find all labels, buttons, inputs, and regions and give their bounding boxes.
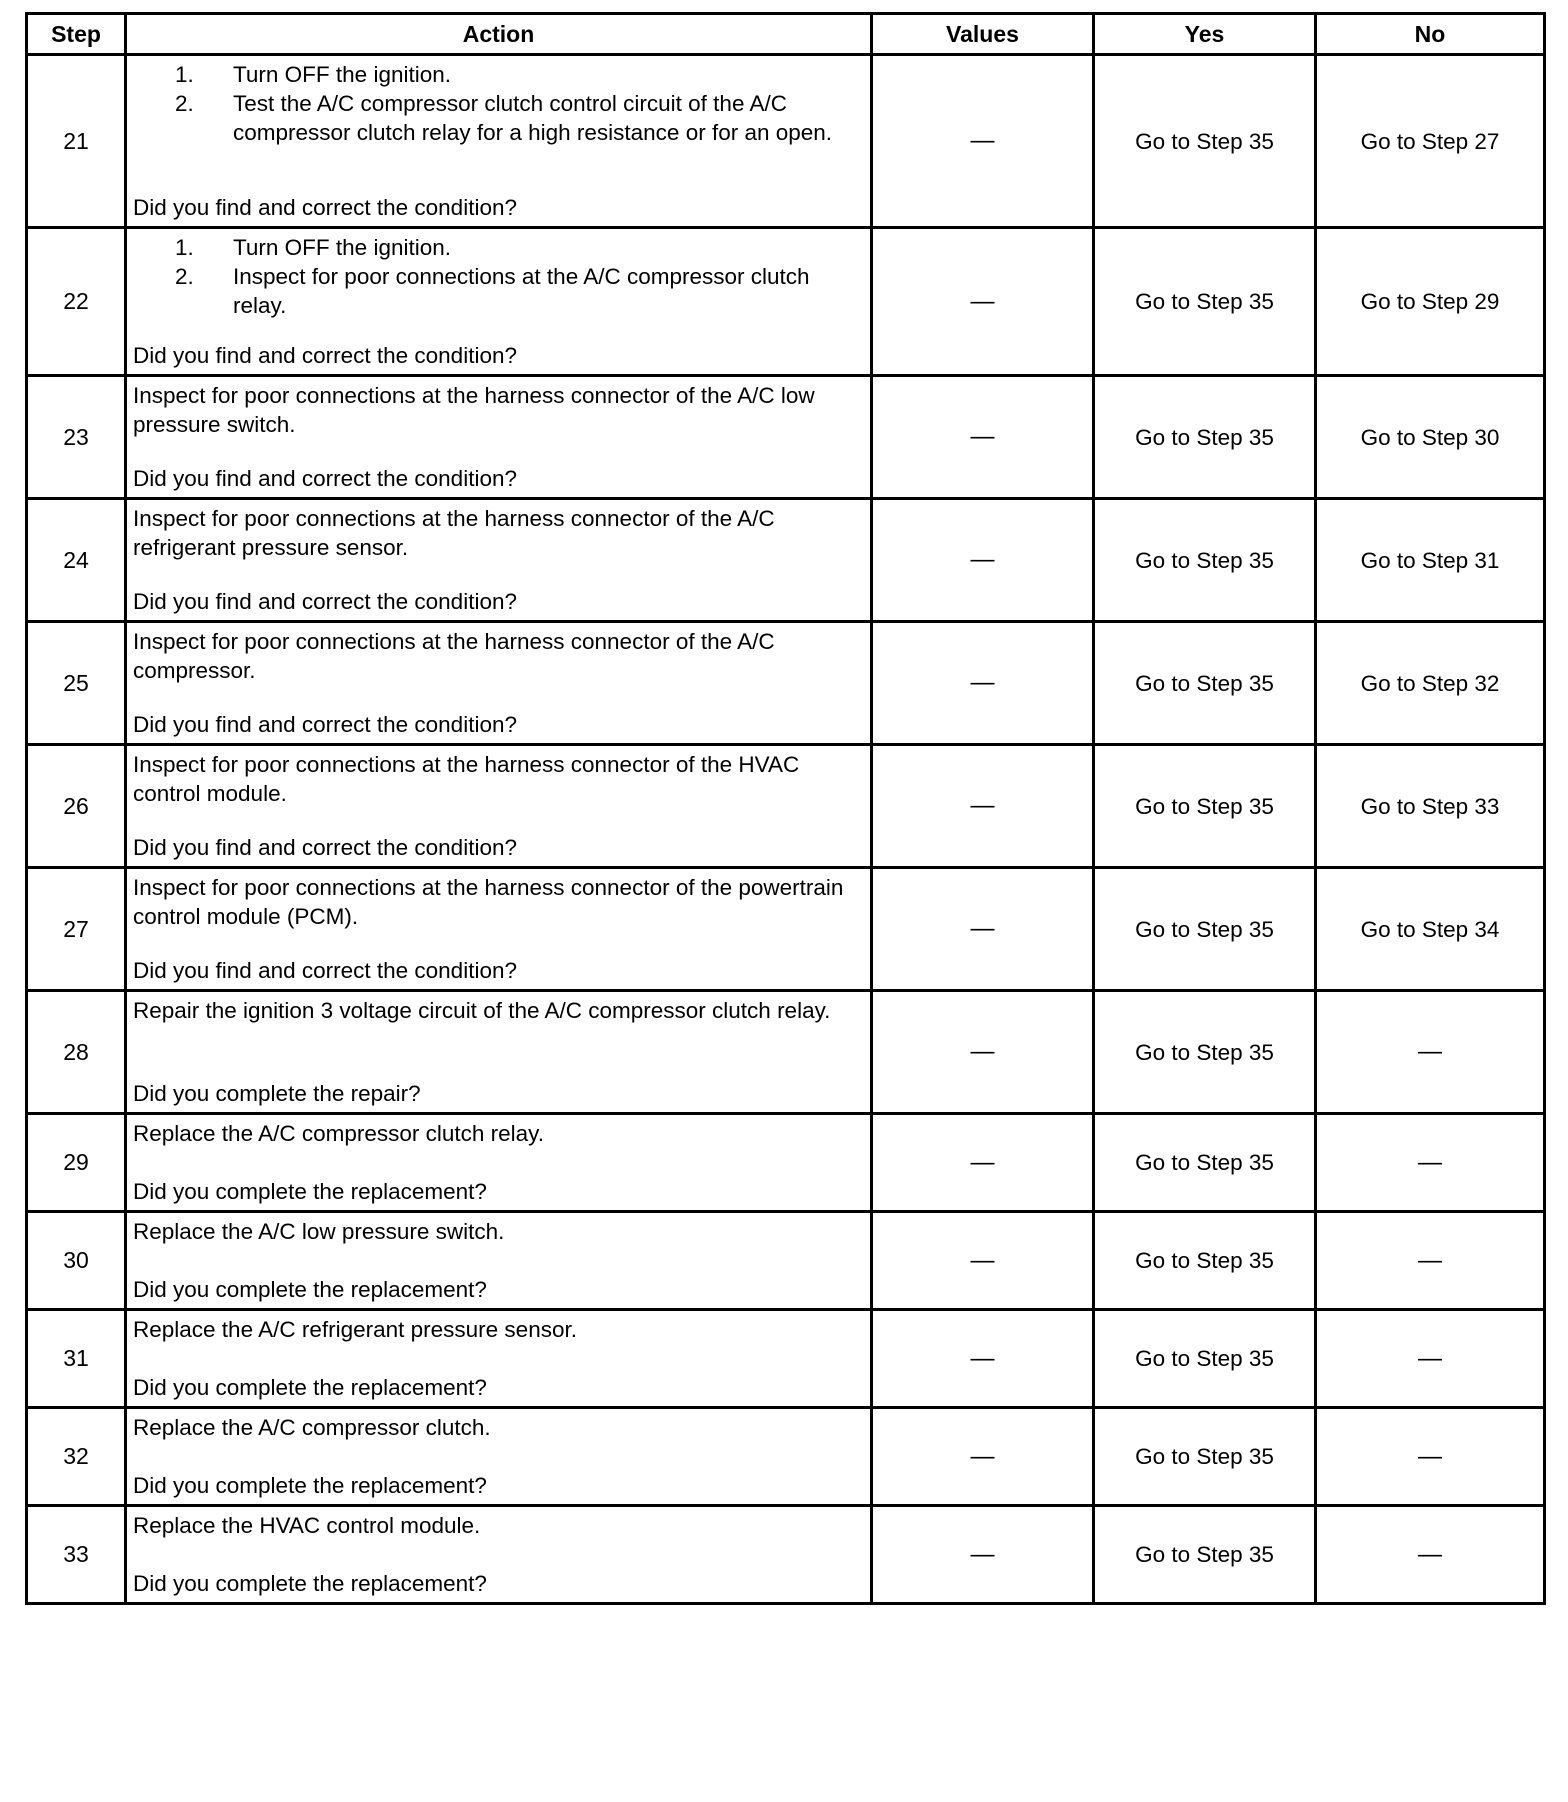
question-text: Did you complete the replacement? [133, 1277, 487, 1302]
step-number: 32 [27, 1408, 126, 1506]
action-text: Inspect for poor connections at the harness connector of the A/C low pressure switch. [133, 383, 815, 437]
question-text: Did you complete the replacement? [133, 1571, 487, 1596]
yes-link[interactable]: Go to Step 35 [1094, 1212, 1316, 1310]
yes-link[interactable]: Go to Step 35 [1094, 55, 1316, 228]
table-row [27, 1310, 1545, 1408]
table-row [27, 1212, 1545, 1310]
list-item: 1. Turn OFF the ignition. [175, 62, 452, 87]
no-link[interactable]: Go to Step 32 [1316, 622, 1545, 745]
header-step: Step [27, 14, 126, 55]
action-cell [126, 745, 872, 868]
yes-link[interactable]: Go to Step 35 [1094, 499, 1316, 622]
action-cell [126, 1408, 872, 1506]
action-cell [126, 55, 872, 228]
action-cell [126, 1212, 872, 1310]
question-text: Did you complete the repair? [133, 1081, 421, 1106]
table-row [27, 868, 1545, 991]
step-number: 33 [27, 1506, 126, 1604]
step-number: 27 [27, 868, 126, 991]
step-number: 25 [27, 622, 126, 745]
no-link[interactable]: Go to Step 34 [1316, 868, 1545, 991]
step-number: 31 [27, 1310, 126, 1408]
values-cell: — [872, 1408, 1094, 1506]
action-text: Replace the A/C low pressure switch. [133, 1219, 505, 1244]
yes-link[interactable]: Go to Step 35 [1094, 745, 1316, 868]
table-row [27, 228, 1545, 376]
values-cell: — [872, 991, 1094, 1114]
no-link[interactable]: Go to Step 27 [1316, 55, 1545, 228]
table-row [27, 1506, 1545, 1604]
action-cell [126, 499, 872, 622]
step-number: 23 [27, 376, 126, 499]
step-number: 28 [27, 991, 126, 1114]
values-cell: — [872, 376, 1094, 499]
question-text: Did you find and correct the condition? [133, 589, 517, 614]
action-text: Inspect for poor connections at the harness connector of the HVAC control module. [133, 752, 800, 806]
no-cell: — [1316, 1114, 1545, 1212]
header-yes: Yes [1094, 14, 1316, 55]
values-cell: — [872, 499, 1094, 622]
action-text: Inspect for poor connections at the harness connector of the powertrain control module (PCM). [133, 875, 844, 929]
instruction-list [133, 60, 862, 147]
yes-link[interactable]: Go to Step 35 [1094, 991, 1316, 1114]
values-cell: — [872, 1212, 1094, 1310]
values-cell: — [872, 1506, 1094, 1604]
step-number: 26 [27, 745, 126, 868]
no-link[interactable]: Go to Step 33 [1316, 745, 1545, 868]
header-action: Action [126, 14, 872, 55]
question-text: Did you find and correct the condition? [133, 712, 517, 737]
action-text: Replace the HVAC control module. [133, 1513, 481, 1538]
table-row [27, 376, 1545, 499]
no-cell: — [1316, 1310, 1545, 1408]
action-text: Replace the A/C refrigerant pressure sensor. [133, 1317, 577, 1342]
table-row [27, 55, 1545, 228]
question-text: Did you find and correct the condition? [133, 958, 517, 983]
no-cell: — [1316, 1506, 1545, 1604]
step-number: 24 [27, 499, 126, 622]
table-row [27, 622, 1545, 745]
no-link[interactable]: Go to Step 31 [1316, 499, 1545, 622]
question-text: Did you complete the replacement? [133, 1473, 487, 1498]
yes-link[interactable]: Go to Step 35 [1094, 228, 1316, 376]
values-cell: — [872, 1114, 1094, 1212]
action-cell [126, 228, 872, 376]
header-values: Values [872, 14, 1094, 55]
values-cell: — [872, 868, 1094, 991]
header-no: No [1316, 14, 1545, 55]
action-text: Inspect for poor connections at the harness connector of the A/C compressor. [133, 629, 775, 683]
yes-link[interactable]: Go to Step 35 [1094, 1310, 1316, 1408]
diagnostic-table [25, 12, 1546, 1605]
action-text: Replace the A/C compressor clutch. [133, 1415, 491, 1440]
action-cell [126, 868, 872, 991]
step-number: 29 [27, 1114, 126, 1212]
step-number: 22 [27, 228, 126, 376]
action-cell [126, 1310, 872, 1408]
yes-link[interactable]: Go to Step 35 [1094, 622, 1316, 745]
values-cell: — [872, 1310, 1094, 1408]
action-cell [126, 991, 872, 1114]
action-cell [126, 1114, 872, 1212]
action-text: Replace the A/C compressor clutch relay. [133, 1121, 545, 1146]
values-cell: — [872, 55, 1094, 228]
action-cell [126, 376, 872, 499]
question-text: Did you complete the replacement? [133, 1375, 487, 1400]
yes-link[interactable]: Go to Step 35 [1094, 868, 1316, 991]
question-text: Did you find and correct the condition? [133, 466, 517, 491]
yes-link[interactable]: Go to Step 35 [1094, 376, 1316, 499]
yes-link[interactable]: Go to Step 35 [1094, 1506, 1316, 1604]
table-row [27, 499, 1545, 622]
values-cell: — [872, 228, 1094, 376]
no-cell: — [1316, 991, 1545, 1114]
action-cell [126, 1506, 872, 1604]
question-text: Did you complete the replacement? [133, 1179, 487, 1204]
no-link[interactable]: Go to Step 30 [1316, 376, 1545, 499]
table-row [27, 991, 1545, 1114]
action-text: Inspect for poor connections at the harness connector of the A/C refrigerant pressure sensor. [133, 506, 775, 560]
question-text: Did you find and correct the condition? [133, 343, 517, 368]
step-number: 21 [27, 55, 126, 228]
values-cell: — [872, 622, 1094, 745]
yes-link[interactable]: Go to Step 35 [1094, 1408, 1316, 1506]
yes-link[interactable]: Go to Step 35 [1094, 1114, 1316, 1212]
action-text: Repair the ignition 3 voltage circuit of the A/C compressor clutch relay. [133, 998, 831, 1023]
table-row [27, 1408, 1545, 1506]
table-row [27, 1114, 1545, 1212]
values-cell: — [872, 745, 1094, 868]
instruction-list [133, 233, 862, 320]
table-row [27, 745, 1545, 868]
no-cell: — [1316, 1212, 1545, 1310]
header-row [27, 14, 1545, 55]
no-cell: — [1316, 1408, 1545, 1506]
no-link[interactable]: Go to Step 29 [1316, 228, 1545, 376]
action-cell [126, 622, 872, 745]
question-text: Did you find and correct the condition? [133, 195, 517, 220]
list-item: 2. Inspect for poor connections at the A/C compressor clutch relay. [175, 264, 810, 318]
list-item: 1. Turn OFF the ignition. [175, 235, 452, 260]
list-item: 2. Test the A/C compressor clutch control circuit of the A/C compressor clutch relay for a high resistance or for an open. [175, 91, 833, 145]
question-text: Did you find and correct the condition? [133, 835, 517, 860]
step-number: 30 [27, 1212, 126, 1310]
